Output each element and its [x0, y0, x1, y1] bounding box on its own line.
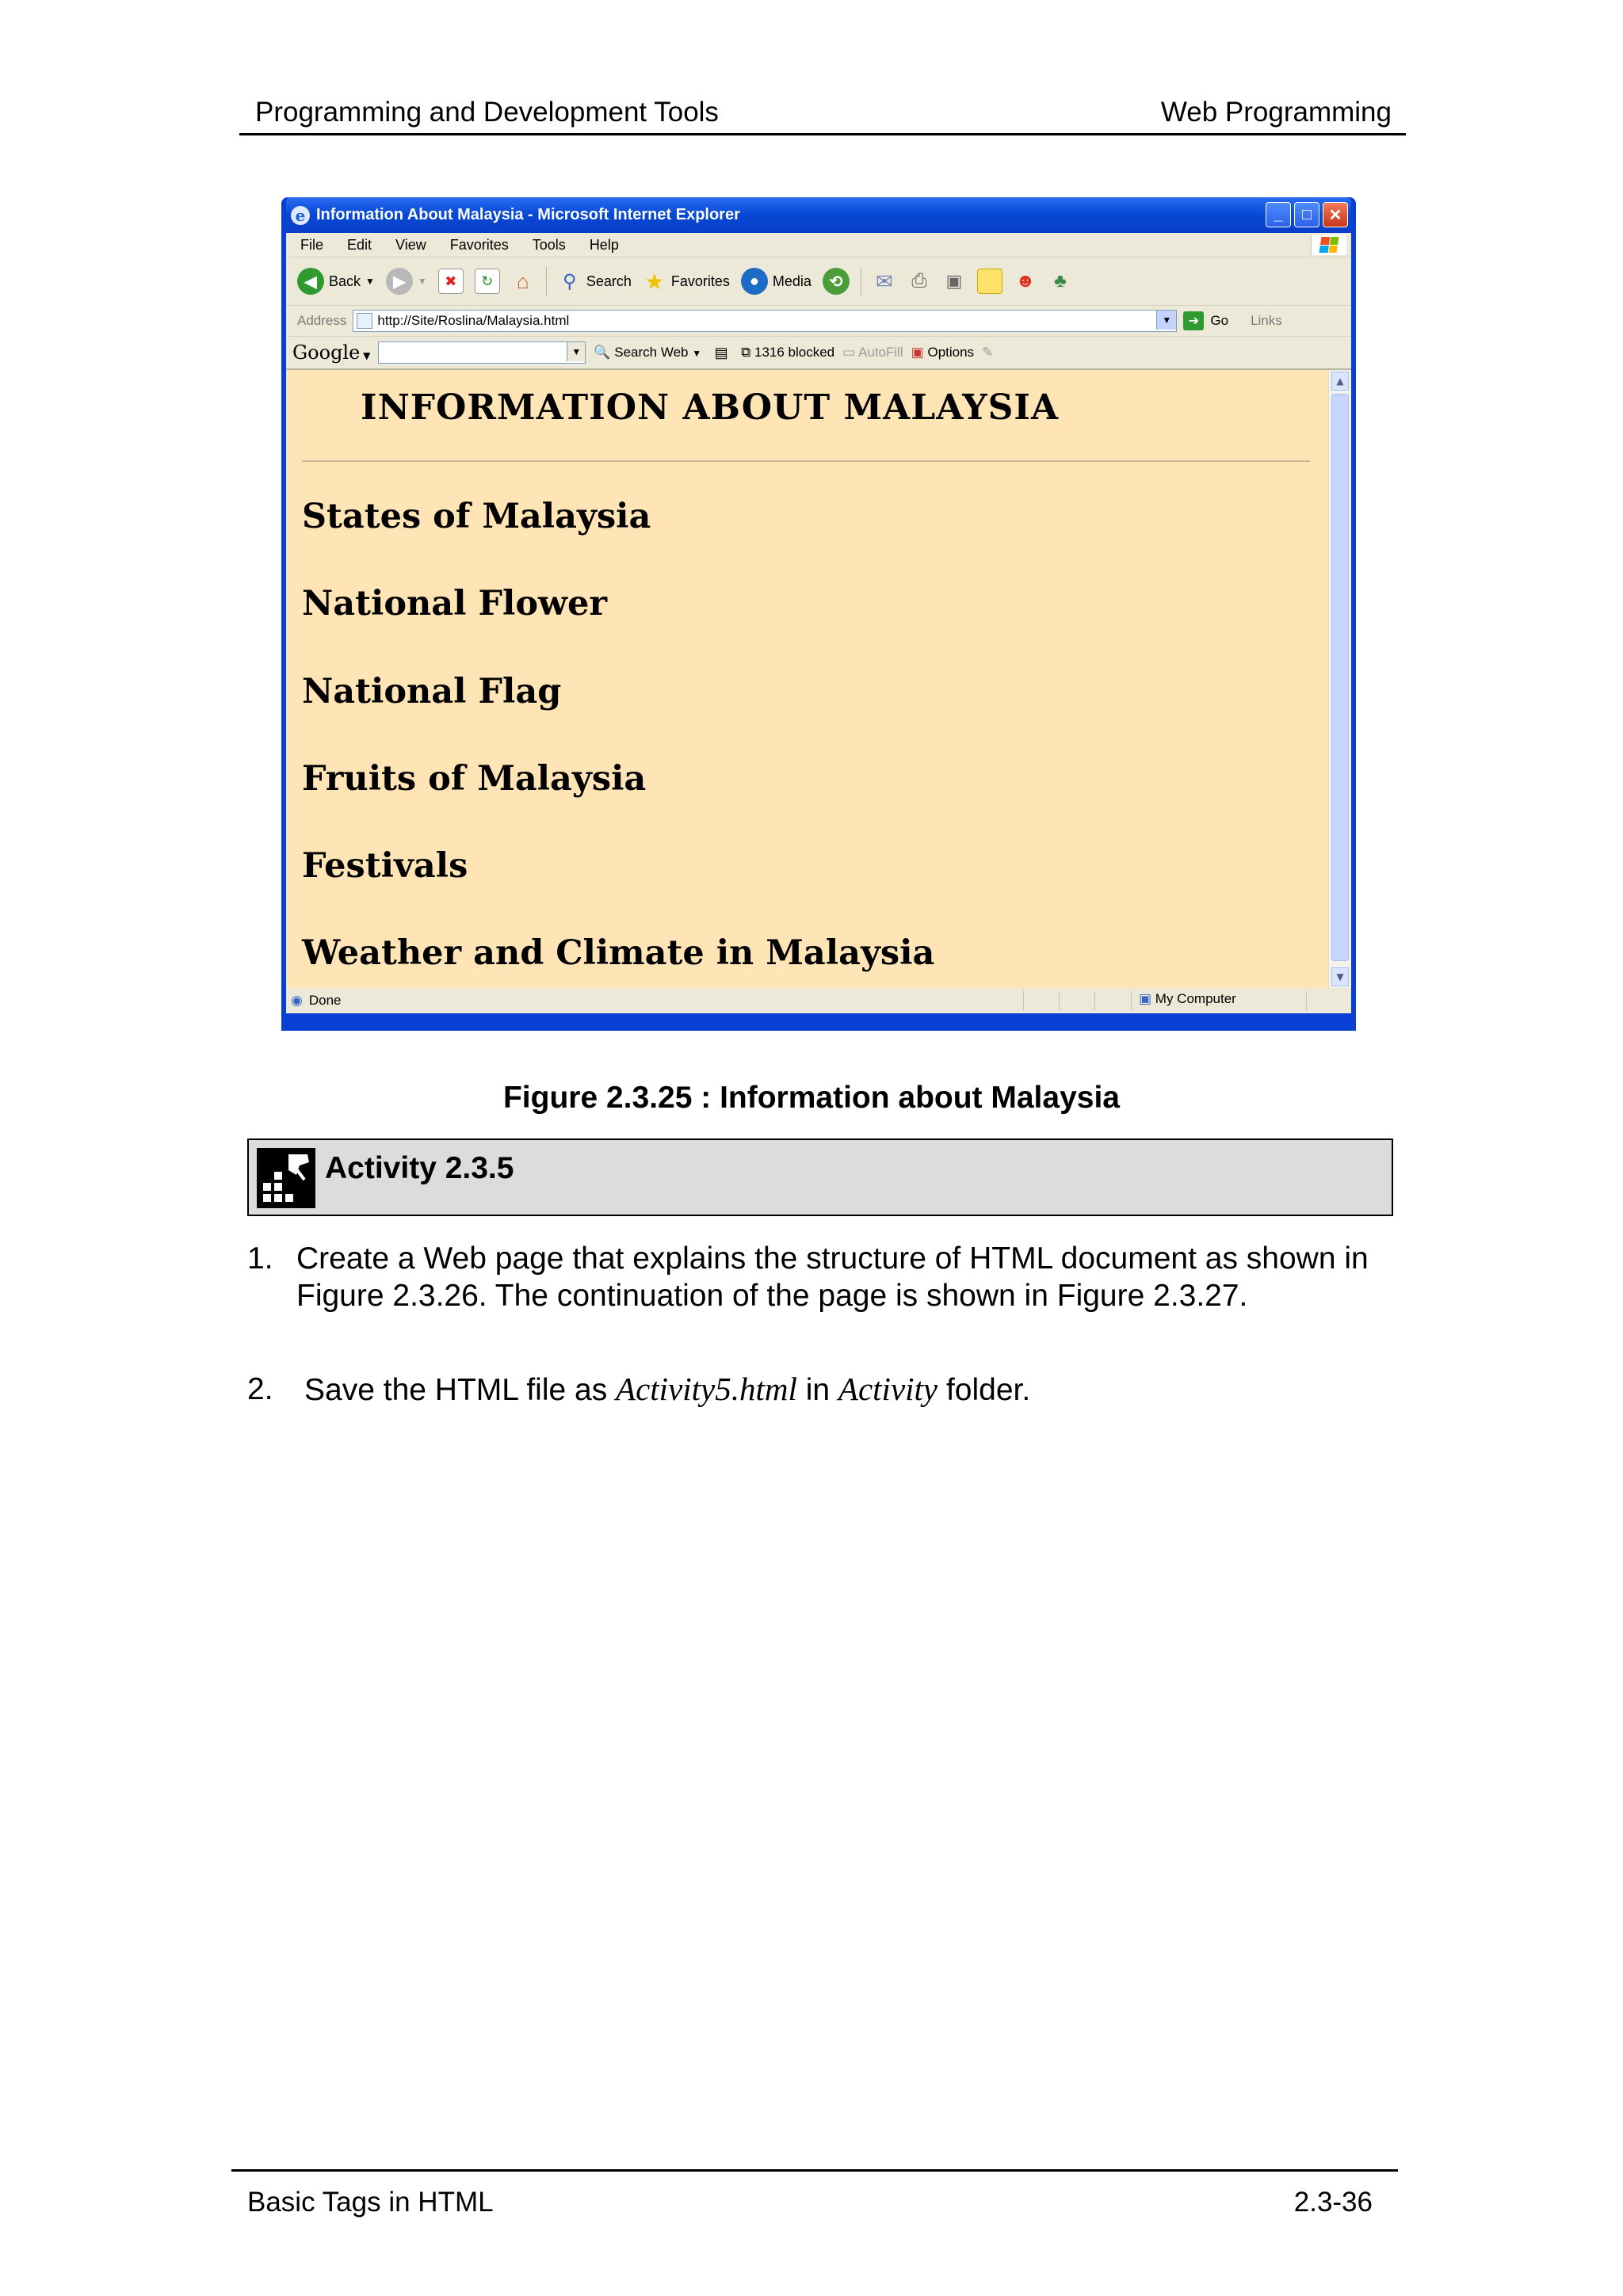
- menu-bar: [286, 233, 1351, 257]
- history-icon[interactable]: ⟲: [823, 268, 850, 295]
- refresh-icon[interactable]: ↻: [475, 269, 500, 294]
- search-web-button[interactable]: 🔍 Search Web ▼: [594, 345, 702, 360]
- scroll-thumb[interactable]: [1331, 394, 1349, 961]
- discuss-icon[interactable]: [977, 269, 1002, 294]
- google-logo[interactable]: Google ▼: [292, 341, 371, 364]
- back-button[interactable]: ◀ Back ▼: [297, 268, 375, 295]
- windows-flag-icon: [1311, 235, 1346, 255]
- heading-weather: Weather and Climate in Malaysia: [302, 933, 935, 973]
- computer-icon: ▣: [1139, 991, 1152, 1006]
- page-header-left: Programming and Development Tools: [255, 97, 719, 128]
- header-rule: [239, 133, 1406, 135]
- page-content: [286, 370, 1351, 988]
- forward-arrow-icon: ▶: [386, 268, 413, 295]
- step-number: 1.: [247, 1241, 273, 1276]
- stop-icon[interactable]: ✖: [438, 269, 464, 294]
- address-bar: [286, 306, 1351, 337]
- activity-icon: [257, 1148, 315, 1208]
- page-heading: INFORMATION ABOUT MALAYSIA: [361, 387, 1060, 428]
- go-arrow-icon[interactable]: ➔: [1183, 311, 1204, 330]
- contacts-icon[interactable]: ♣: [1054, 270, 1067, 292]
- status-bar: [286, 988, 1351, 1013]
- activity-title: Activity 2.3.5: [325, 1151, 514, 1185]
- favorites-button[interactable]: ★ Favorites: [643, 269, 730, 293]
- star-icon: ★: [644, 269, 665, 294]
- heading-festivals: Festivals: [302, 846, 468, 886]
- address-input[interactable]: [353, 310, 1177, 332]
- step-text: Create a Web page that explains the structure of HTML document as shown in Figure 2.3.26. The continuation of the page is shown in Figure 2.3.27.: [296, 1241, 1369, 1313]
- home-icon[interactable]: ⌂: [516, 269, 529, 293]
- heading-flag: National Flag: [302, 672, 562, 711]
- scroll-up-icon[interactable]: ▲: [1331, 372, 1349, 391]
- news-icon[interactable]: ▤: [714, 344, 728, 360]
- chevron-down-icon[interactable]: ▼: [567, 342, 585, 361]
- zone-label: ▣ My Computer: [1139, 991, 1236, 1006]
- options-button[interactable]: ▣ Options: [911, 345, 975, 360]
- edit-icon[interactable]: ▣: [945, 271, 963, 291]
- menu-help[interactable]: Help: [589, 236, 619, 253]
- browser-window: [281, 197, 1356, 1031]
- maximize-button[interactable]: □: [1294, 202, 1319, 227]
- forward-button[interactable]: ▶ ▼: [386, 268, 427, 295]
- autofill-button[interactable]: ▭ AutoFill: [842, 345, 903, 360]
- highlight-icon[interactable]: ✎: [982, 345, 994, 360]
- heading-states: States of Malaysia: [302, 497, 651, 536]
- page-footer-left: Basic Tags in HTML: [247, 2187, 494, 2218]
- google-search-input[interactable]: [378, 341, 586, 364]
- status-page-icon: ◉: [291, 993, 303, 1008]
- page-icon: [357, 313, 372, 329]
- address-label: Address: [297, 313, 347, 328]
- google-toolbar: [286, 337, 1351, 370]
- menu-file[interactable]: File: [300, 236, 324, 253]
- step-text: Save the HTML file as Activity5.html in Activity folder.: [304, 1371, 1031, 1407]
- chevron-down-icon[interactable]: ▼: [1156, 311, 1176, 330]
- messenger-icon[interactable]: ☻: [1015, 270, 1036, 292]
- menu-view[interactable]: View: [395, 236, 426, 253]
- activity-step-2: [247, 1371, 1393, 1410]
- go-button[interactable]: Go: [1210, 313, 1229, 328]
- links-button[interactable]: Links: [1251, 313, 1282, 328]
- close-button[interactable]: ✕: [1323, 202, 1348, 227]
- address-url: http://Site/Roslina/Malaysia.html: [377, 313, 570, 328]
- page-number: 2.3-36: [1293, 2187, 1373, 2218]
- mail-icon[interactable]: ✉: [876, 269, 893, 293]
- standard-toolbar: [286, 257, 1351, 306]
- activity-box: [247, 1138, 1393, 1216]
- minimize-button[interactable]: _: [1266, 202, 1291, 227]
- menu-tools[interactable]: Tools: [532, 236, 566, 253]
- media-button[interactable]: ● Media: [741, 268, 812, 295]
- search-button[interactable]: ⚲ Search: [558, 269, 632, 293]
- menu-favorites[interactable]: Favorites: [449, 236, 509, 253]
- heading-flower: National Flower: [302, 584, 608, 624]
- popup-blocked-button[interactable]: ⧉ 1316 blocked: [741, 345, 835, 360]
- page-header-right: Web Programming: [1160, 97, 1392, 128]
- back-arrow-icon: ◀: [297, 268, 324, 295]
- status-text: Done: [308, 993, 342, 1008]
- figure-caption: Figure 2.3.25 : Information about Malaysia: [502, 1081, 1120, 1115]
- heading-fruits: Fruits of Malaysia: [302, 759, 647, 799]
- print-icon[interactable]: ⎙: [911, 270, 927, 292]
- footer-rule: [231, 2169, 1398, 2172]
- search-icon: ⚲: [563, 270, 577, 292]
- horizontal-rule: [302, 460, 1310, 462]
- folder-name: Activity: [838, 1371, 938, 1407]
- menu-edit[interactable]: Edit: [347, 236, 372, 253]
- window-title: Information About Malaysia - Microsoft Internet Explorer: [316, 206, 740, 223]
- ie-icon: e: [291, 206, 310, 225]
- media-icon: ●: [741, 268, 768, 295]
- activity-step-1: [247, 1240, 1393, 1359]
- step-number: 2.: [247, 1372, 273, 1406]
- scroll-down-icon[interactable]: ▼: [1331, 967, 1349, 986]
- filename: Activity5.html: [616, 1371, 797, 1407]
- vertical-scrollbar[interactable]: [1328, 370, 1351, 988]
- title-bar: [286, 197, 1351, 233]
